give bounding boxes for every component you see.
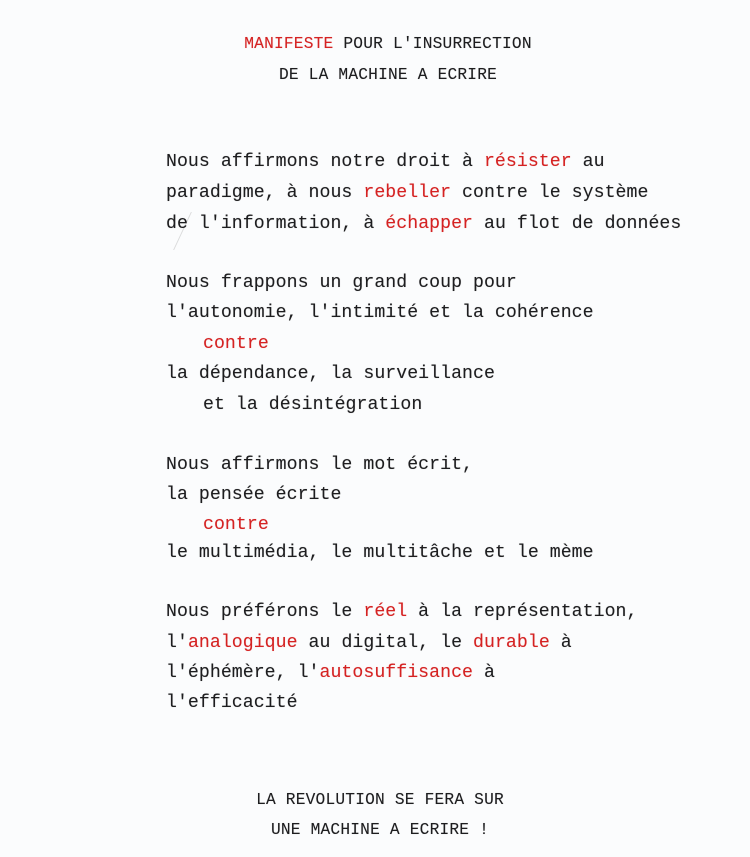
text-segment: à xyxy=(549,633,572,653)
stanza3-contre: contre xyxy=(203,515,269,535)
stanza2-line1: Nous frappons un grand coup pour xyxy=(166,273,517,293)
closing-line-1: LA REVOLUTION SE FERA SUR xyxy=(256,791,504,809)
text-segment: Nous préférons le xyxy=(166,602,364,622)
stanza3-line2: la pensée écrite xyxy=(166,485,342,505)
stanza2-line5: et la désintégration xyxy=(203,395,423,415)
highlight-word: échapper xyxy=(385,214,474,234)
highlight-word: résister xyxy=(483,152,572,172)
highlight-word: durable xyxy=(473,633,550,653)
text-segment: au xyxy=(571,152,605,172)
text-segment: à xyxy=(473,663,495,683)
highlight-word: rebeller xyxy=(363,183,452,203)
stanza4-line2 xyxy=(166,634,572,652)
text-segment: au digital, le xyxy=(297,633,474,653)
stanza3-line4: le multimédia, le multitâche et le mème xyxy=(166,543,594,563)
text-segment: l'éphémère, l' xyxy=(166,663,320,683)
text-segment: contre le système xyxy=(451,183,649,203)
stanza1-line2 xyxy=(166,184,648,202)
title-line-2: DE LA MACHINE A ECRIRE xyxy=(278,66,498,84)
text-segment: à la représentation, xyxy=(407,602,638,622)
highlight-word: autosuffisance xyxy=(319,663,473,683)
text-segment: au flot de données xyxy=(473,214,682,234)
closing-line-2: UNE MACHINE A ECRIRE ! xyxy=(270,821,490,839)
stanza2-line4: la dépendance, la surveillance xyxy=(166,364,495,384)
stanza3-line1: Nous affirmons le mot écrit, xyxy=(166,455,473,475)
stanza4-line4: l'efficacité xyxy=(166,693,298,713)
text-segment: l' xyxy=(166,633,188,653)
stanza4-line3 xyxy=(166,664,495,682)
stanza2-line2: l'autonomie, l'intimité et la cohérence xyxy=(166,303,594,323)
title-rest: POUR L'INSURRECTION xyxy=(333,35,532,53)
text-segment: de l'information, à xyxy=(166,214,386,234)
text-segment: Nous affirmons notre droit à xyxy=(166,152,484,172)
stanza4-line1 xyxy=(166,603,637,621)
title-line-1 xyxy=(0,36,750,52)
stanza1-line1 xyxy=(166,153,605,171)
title-highlight: MANIFESTE xyxy=(244,35,334,53)
stanza2-contre: contre xyxy=(203,334,269,354)
highlight-word: réel xyxy=(363,602,408,622)
highlight-word: analogique xyxy=(187,633,298,653)
text-segment: paradigme, à nous xyxy=(166,183,364,203)
stanza1-line3 xyxy=(166,215,681,233)
